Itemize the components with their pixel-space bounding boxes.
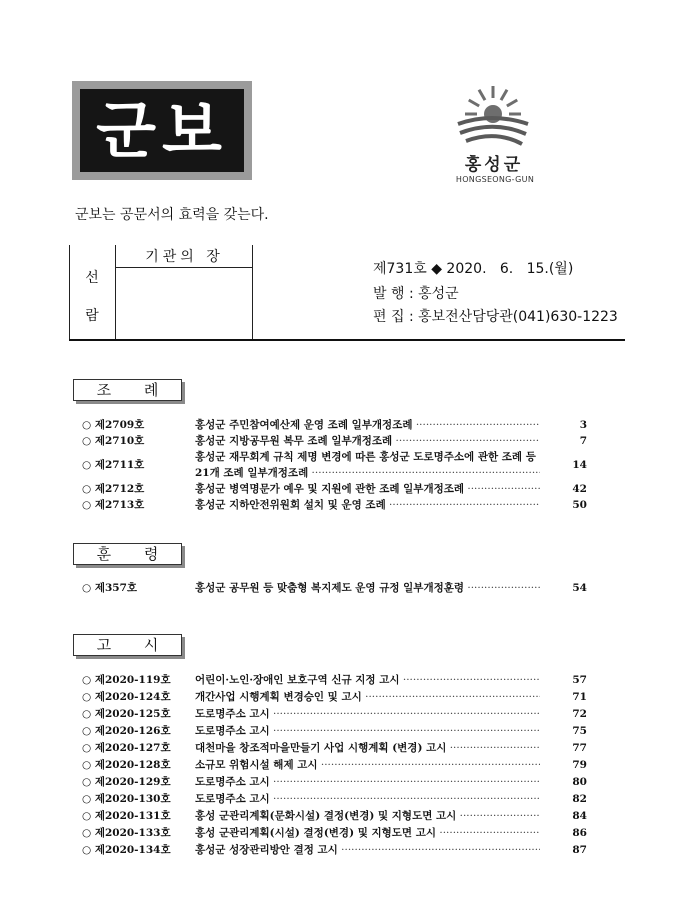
entry-number: ○ 제2020-131호 (82, 810, 171, 822)
entry-page: 71 (572, 691, 587, 703)
header-rule (69, 339, 625, 341)
entry-title: 홍성군 지방공무원 복무 조례 일부개정조례 ····· (195, 433, 540, 449)
entry-title: 도로명주소 고시 ····· (195, 723, 540, 739)
entry-number: ○ 제2711호 (82, 459, 145, 471)
entry-title: 도로명주소 고시 ····· (195, 774, 540, 790)
entry-page: 87 (572, 844, 587, 856)
logo-subtitle: HONGSEONG-GUN (455, 175, 535, 184)
section-heading-notice (73, 634, 182, 656)
tagline: 군보는 공문서의 효력을 갖는다. (75, 207, 269, 223)
entry-page: 72 (572, 708, 587, 720)
masthead-title: 군보 (80, 89, 244, 172)
entry-title: 어린이·노인·장애인 보호구역 신규 지정 고시 ····· (195, 672, 540, 688)
entry-title: 도로명주소 고시 ····· (195, 706, 540, 722)
circulation-header: 기관의 장 (145, 249, 224, 265)
entry-number: ○ 제2020-125호 (82, 708, 171, 720)
entry-number: ○ 제2020-133호 (82, 827, 171, 839)
section-heading-label: 훈 령 (96, 545, 173, 563)
entry-title-line1: 홍성군 재무회계 규칙 제명 변경에 따른 홍성군 도로명주소에 관한 조례 등 (195, 451, 536, 463)
section-heading-ordinance (73, 379, 182, 401)
masthead (72, 81, 252, 180)
entry-title: 홍성 군관리계획(문화시설) 결정(변경) 및 지형도면 고시 ····· (195, 808, 540, 824)
circulation-label: 람 (85, 308, 99, 324)
entry-title: 홍성군 병역명문가 예우 및 지원에 관한 조례 일부개정조례 ····· (195, 481, 540, 497)
entry-title: 홍성군 주민참여예산제 운영 조례 일부개정조례 ····· (195, 417, 540, 433)
entry-number: ○ 제2710호 (82, 435, 145, 447)
entry-page: 82 (572, 793, 587, 805)
entry-page: 84 (572, 810, 587, 822)
entry-page: 77 (572, 742, 587, 754)
issue-number: 제731호 ◆ 2020. 6. 15.(월) (373, 261, 574, 277)
entry-page: 86 (572, 827, 587, 839)
entry-title: 도로명주소 고시 ····· (195, 791, 540, 807)
divider (115, 267, 253, 268)
entry-number: ○ 제2713호 (82, 499, 145, 511)
entry-title: 홍성군 성장관리방안 결정 고시 ····· (195, 842, 540, 858)
entry-title: 소규모 위험시설 해제 고시 ····· (195, 757, 540, 773)
entry-number: ○ 제2020-134호 (82, 844, 171, 856)
entry-title: 개간사업 시행계획 변경승인 및 고시 ····· (195, 689, 540, 705)
entry-number: ○ 제2709호 (82, 419, 145, 431)
entry-title: 홍성군 지하안전위원회 설치 및 운영 조례 ····· (195, 497, 540, 513)
section-heading-directive (73, 543, 182, 565)
entry-number: ○ 제2020-127호 (82, 742, 171, 754)
entry-number: ○ 제2020-130호 (82, 793, 171, 805)
editor: 편 집 : 홍보전산담당관(041)630-1223 (373, 309, 618, 325)
entry-number: ○ 제357호 (82, 582, 138, 594)
entry-number: ○ 제2020-119호 (82, 674, 171, 686)
entry-title: 홍성군 공무원 등 맞춤형 복지제도 운영 규정 일부개정훈령 ····· (195, 580, 540, 596)
entry-page: 3 (579, 419, 587, 431)
section-heading-label: 조 례 (96, 381, 173, 399)
circulation-label: 선 (85, 270, 99, 286)
entry-page: 50 (572, 499, 587, 511)
entry-page: 57 (572, 674, 587, 686)
entry-number: ○ 제2020-129호 (82, 776, 171, 788)
entry-page: 42 (572, 483, 587, 495)
entry-title: 홍성 군관리계획(시설) 결정(변경) 및 지형도면 고시 ····· (195, 825, 540, 841)
entry-page: 14 (572, 459, 587, 471)
section-heading-label: 고 시 (96, 636, 173, 654)
entry-title (195, 449, 540, 481)
entry-title-line2: 21개 조례 일부개정조례 ····· (195, 465, 540, 481)
entry-number: ○ 제2020-126호 (82, 725, 171, 737)
entry-number: ○ 제2020-124호 (82, 691, 171, 703)
publisher: 발 행 : 홍성군 (373, 286, 459, 302)
entry-page: 54 (572, 582, 587, 594)
entry-number: ○ 제2712호 (82, 483, 145, 495)
circulation-box (69, 245, 253, 339)
entry-page: 7 (579, 435, 587, 447)
entry-page: 79 (572, 759, 587, 771)
logo-name: 홍성군 (464, 155, 524, 175)
entry-page: 75 (572, 725, 587, 737)
hongseong-logo-icon (452, 78, 534, 160)
entry-number: ○ 제2020-128호 (82, 759, 171, 771)
entry-title: 대천마을 창조적마을만들기 사업 시행계획 (변경) 고시 ····· (195, 740, 540, 756)
entry-page: 80 (572, 776, 587, 788)
